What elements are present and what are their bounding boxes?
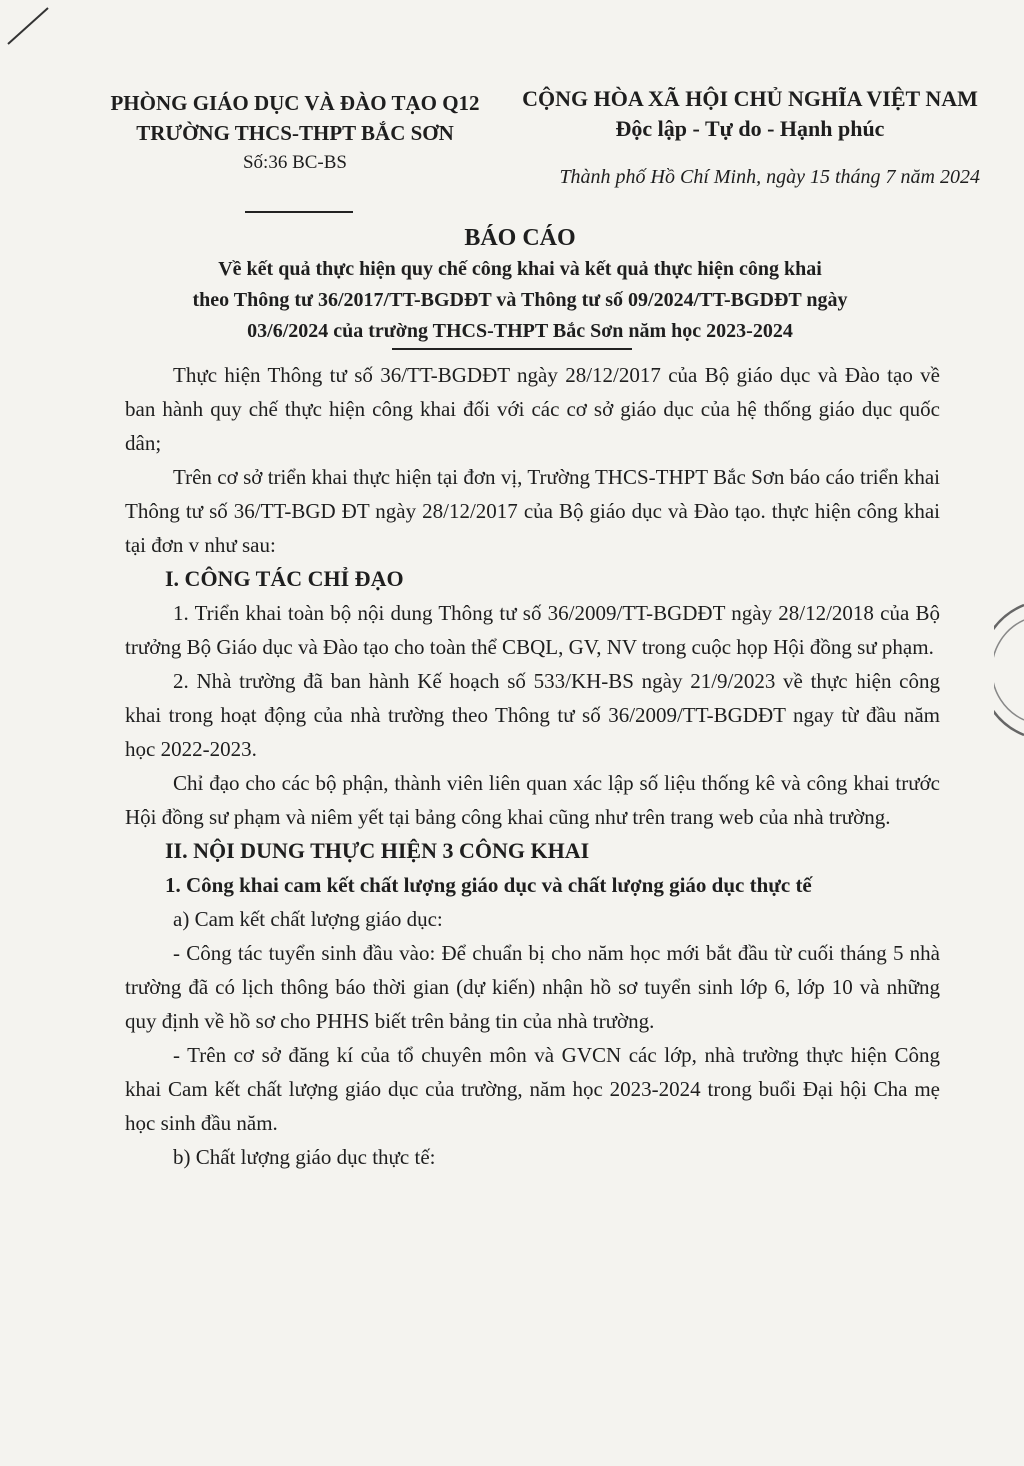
country-name: CỘNG HÒA XÃ HỘI CHỦ NGHĨA VIỆT NAM [522, 86, 978, 111]
paragraph-direction: Chỉ đạo cho các bộ phận, thành viên liên quan xác lập số liệu thống kê và công khai trước Hội đồng sư phạm và niêm yết tại bảng công khai cũng như trên trang web của nhà trường. [125, 771, 940, 829]
issuer-header [60, 88, 530, 178]
pen-stroke-mark [4, 4, 52, 48]
paragraph-commitment: - Trên cơ sở đăng kí của tổ chuyên môn và GVCN các lớp, nhà trường thực hiện Công khai Cam kết chất lượng giáo dục của trường, năm học 2023-2024 trong buổi Đại hội Cha mẹ học sinh đầu năm. [125, 1043, 940, 1135]
paragraph-item-2: 2. Nhà trường đã ban hành Kế hoạch số 533/KH-BS ngày 21/9/2023 về thực hiện công khai trong hoạt động của nhà trường theo Thông tư số 36/2009/TT-BGDĐT ngay từ đầu năm học 2022-2023. [125, 669, 940, 761]
report-subtitle-line-2: theo Thông tư 36/2017/TT-BGDĐT và Thông tư số 09/2024/TT-BGDĐT ngày [192, 289, 848, 311]
header-divider [245, 211, 353, 213]
item-a-label: a) Cam kết chất lượng giáo dục: [173, 907, 443, 931]
paragraph-basis: Thực hiện Thông tư số 36/TT-BGDĐT ngày 28/12/2017 của Bộ giáo dục và Đào tạo về ban hành quy chế thực hiện công khai đối với các cơ sở giáo dục của hệ thống giáo dục quốc dân; [125, 363, 940, 455]
date-place-line: Thành phố Hồ Chí Minh, ngày 15 tháng 7 năm 2024 [559, 166, 980, 188]
section-heading-2: II. NỘI DUNG THỰC HIỆN 3 CÔNG KHAI [165, 838, 590, 863]
section-heading-1: I. CÔNG TÁC CHỈ ĐẠO [165, 566, 404, 591]
paragraph-enrollment: - Công tác tuyển sinh đầu vào: Để chuẩn bị cho năm học mới bắt đầu từ cuối tháng 5 nhà trường đã có lịch thông báo thời gian (dự kiến) nhận hồ sơ tuyển sinh lớp 6, lớp 10 và những quy định về hồ sơ cho PHHS biết trên bảng tin của nhà trường. [125, 941, 940, 1033]
department-name: PHÒNG GIÁO DỤC VÀ ĐÀO TẠO Q12 [110, 91, 480, 115]
report-subtitle-line-3: 03/6/2024 của trường THCS-THPT Bắc Sơn năm học 2023-2024 [247, 320, 793, 342]
report-body [125, 358, 940, 1174]
national-motto: Độc lập - Tự do - Hạnh phúc [615, 116, 885, 141]
report-title: BÁO CÁO [464, 225, 576, 251]
paragraph-implementation: Trên cơ sở triển khai thực hiện tại đơn vị, Trường THCS-THPT Bắc Sơn báo cáo triển khai Thông tư số 36/TT-BGD ĐT ngày 28/12/2017 của Bộ giáo dục và Đào tạo. thực hiện công khai tại đơn v như sau: [125, 465, 940, 557]
document-number: Số:36 BC-BS [242, 152, 347, 173]
school-name: TRƯỜNG THCS-THPT BẮC SƠN [136, 121, 454, 145]
report-title-block [60, 222, 980, 347]
title-divider [392, 348, 632, 350]
subsection-heading-1: 1. Công khai cam kết chất lượng giáo dục và chất lượng giáo dục thực tế [165, 873, 812, 897]
national-header [490, 84, 1010, 144]
report-subtitle-line-1: Về kết quả thực hiện quy chế công khai và kết quả thực hiện công khai [218, 258, 822, 280]
item-b-label: b) Chất lượng giáo dục thực tế: [173, 1145, 436, 1169]
seal-edge-stamp [994, 600, 1024, 740]
paragraph-item-1: 1. Triển khai toàn bộ nội dung Thông tư số 36/2009/TT-BGDĐT ngày 28/12/2018 của Bộ trưởng Bộ Giáo dục và Đào tạo cho toàn thể CBQL, GV, NV trong cuộc họp Hội đồng sư phạm. [125, 601, 940, 659]
